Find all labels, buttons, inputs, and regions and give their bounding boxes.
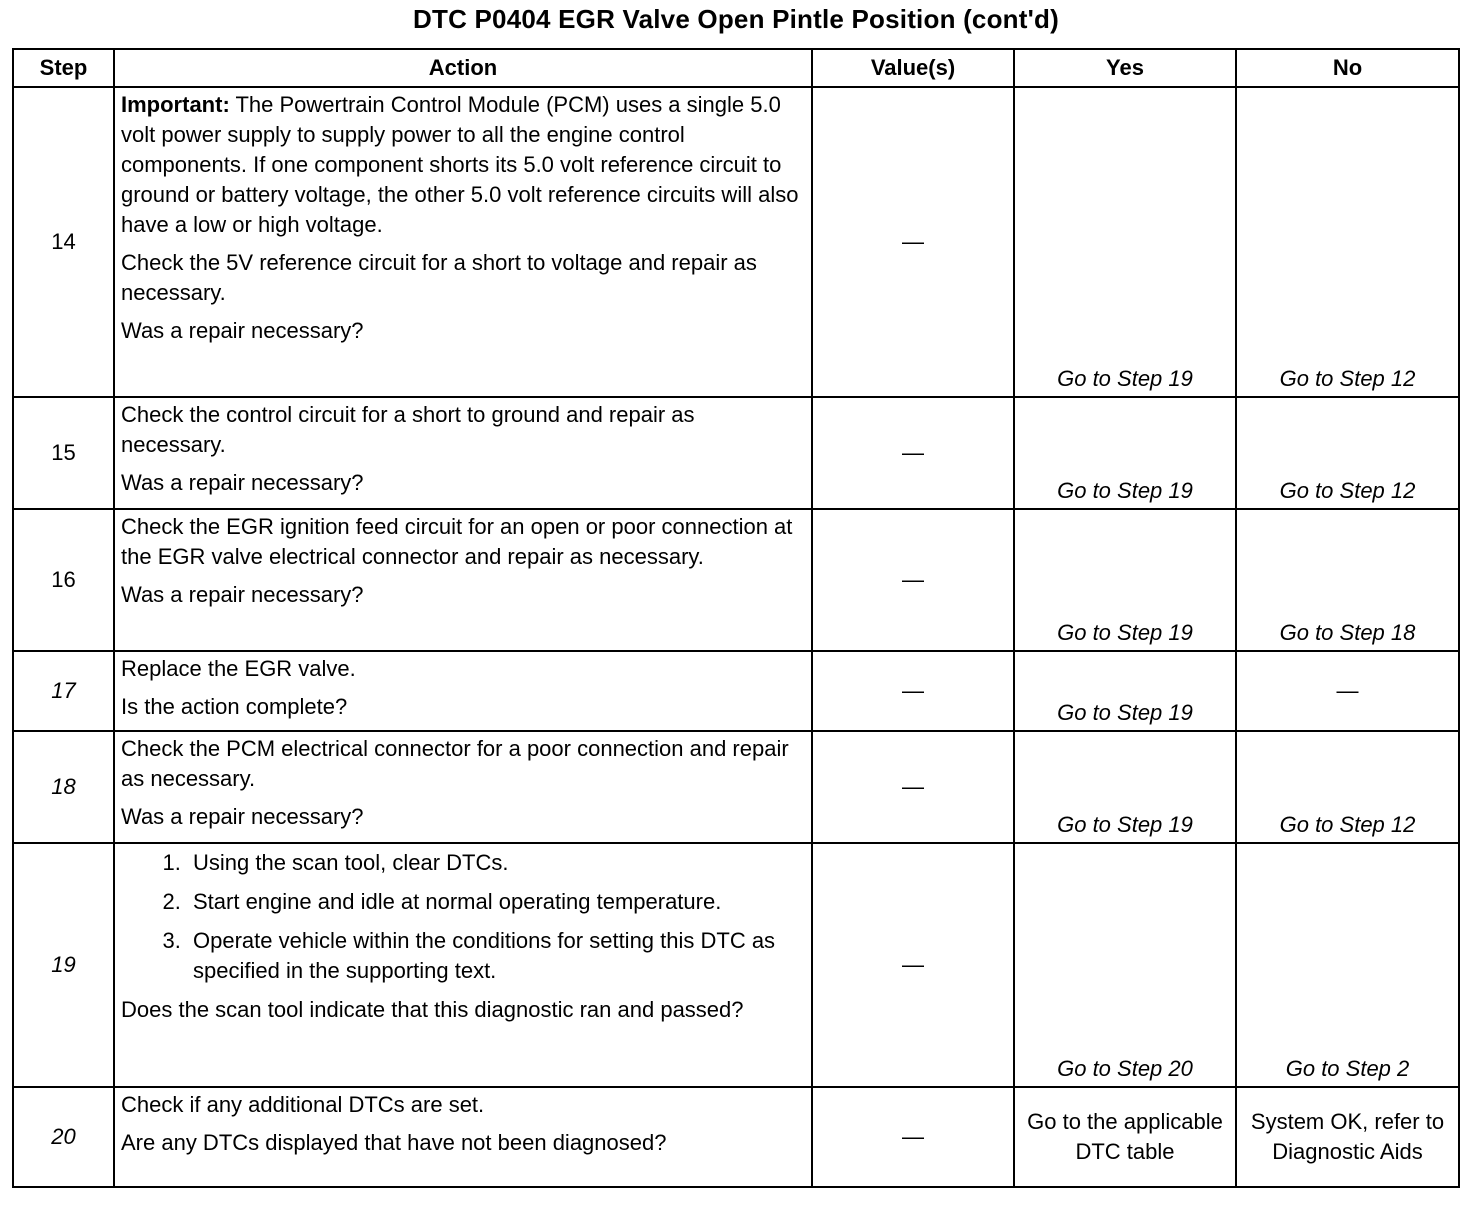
- action-text: Check the 5V reference circuit for a short to voltage and repair as necessary.: [121, 250, 757, 305]
- value-cell: —: [812, 509, 1014, 651]
- yes-result: Go to Step 19: [1014, 397, 1236, 509]
- action-cell: [114, 397, 812, 509]
- important-text: The Powertrain Control Module (PCM) uses a single 5.0 volt power supply to supply power to all the engine control components. If one component shorts its 5.0 volt reference circuit to ground or battery voltage, the other 5.0 volt reference circuits will also have a low or high voltage.: [121, 92, 799, 237]
- value-cell: —: [812, 87, 1014, 397]
- value-cell: —: [812, 651, 1014, 731]
- action-cell: [114, 843, 812, 1087]
- column-header-step: Step: [13, 49, 114, 87]
- list-item: 3. Operate vehicle within the conditions for setting this DTC as specified in the supporting text.: [187, 926, 805, 986]
- value-cell: —: [812, 843, 1014, 1087]
- yes-result: Go to Step 19: [1014, 651, 1236, 731]
- value-cell: —: [812, 1087, 1014, 1187]
- yes-result: Go to the applicable DTC table: [1014, 1087, 1236, 1187]
- step-number: 15: [13, 397, 114, 509]
- action-text: Check the control circuit for a short to ground and repair as necessary.: [121, 402, 695, 457]
- yes-result: Go to Step 19: [1014, 509, 1236, 651]
- table-header-row: [13, 49, 1459, 87]
- no-result: Go to Step 12: [1236, 731, 1459, 843]
- yes-result: Go to Step 19: [1014, 87, 1236, 397]
- action-cell: [114, 1087, 812, 1187]
- table-row: [13, 397, 1459, 509]
- table-row: [13, 843, 1459, 1087]
- action-text: Replace the EGR valve.: [121, 656, 356, 681]
- step-number: 14: [13, 87, 114, 397]
- list-item: 1. Using the scan tool, clear DTCs.: [187, 848, 805, 878]
- action-question: Are any DTCs displayed that have not been diagnosed?: [121, 1130, 667, 1155]
- table-row: [13, 509, 1459, 651]
- action-question: Does the scan tool indicate that this diagnostic ran and passed?: [121, 997, 744, 1022]
- no-result: —: [1236, 651, 1459, 731]
- no-result: Go to Step 12: [1236, 87, 1459, 397]
- action-cell: [114, 509, 812, 651]
- list-item: 2. Start engine and idle at normal operating temperature.: [187, 887, 805, 917]
- column-header-action: Action: [114, 49, 812, 87]
- step-number: 17: [13, 651, 114, 731]
- table-row: [13, 1087, 1459, 1187]
- yes-result: Go to Step 20: [1014, 843, 1236, 1087]
- table-row: [13, 731, 1459, 843]
- no-result: Go to Step 12: [1236, 397, 1459, 509]
- action-question: Is the action complete?: [121, 694, 348, 719]
- important-label: Important:: [121, 92, 230, 117]
- procedure-list: [121, 848, 805, 986]
- column-header-values: Value(s): [812, 49, 1014, 87]
- table-row: [13, 651, 1459, 731]
- action-cell: [114, 731, 812, 843]
- step-number: 18: [13, 731, 114, 843]
- step-number: 19: [13, 843, 114, 1087]
- yes-result: Go to Step 19: [1014, 731, 1236, 843]
- column-header-no: No: [1236, 49, 1459, 87]
- action-question: Was a repair necessary?: [121, 318, 364, 343]
- table-row: [13, 87, 1459, 397]
- no-result: System OK, refer to Diagnostic Aids: [1236, 1087, 1459, 1187]
- action-cell: [114, 87, 812, 397]
- action-text: Check the PCM electrical connector for a poor connection and repair as necessary.: [121, 736, 789, 791]
- step-number: 16: [13, 509, 114, 651]
- page-title: DTC P0404 EGR Valve Open Pintle Position (cont'd): [413, 4, 1059, 34]
- no-result: Go to Step 18: [1236, 509, 1459, 651]
- no-result: Go to Step 2: [1236, 843, 1459, 1087]
- action-question: Was a repair necessary?: [121, 582, 364, 607]
- action-text: Check the EGR ignition feed circuit for an open or poor connection at the EGR valve electrical connector and repair as necessary.: [121, 514, 793, 569]
- action-question: Was a repair necessary?: [121, 470, 364, 495]
- action-text: Check if any additional DTCs are set.: [121, 1092, 485, 1117]
- value-cell: —: [812, 397, 1014, 509]
- value-cell: —: [812, 731, 1014, 843]
- column-header-yes: Yes: [1014, 49, 1236, 87]
- step-number: 20: [13, 1087, 114, 1187]
- important-note: [121, 90, 805, 240]
- action-cell: [114, 651, 812, 731]
- action-question: Was a repair necessary?: [121, 804, 364, 829]
- diagnostic-table: [12, 48, 1460, 1188]
